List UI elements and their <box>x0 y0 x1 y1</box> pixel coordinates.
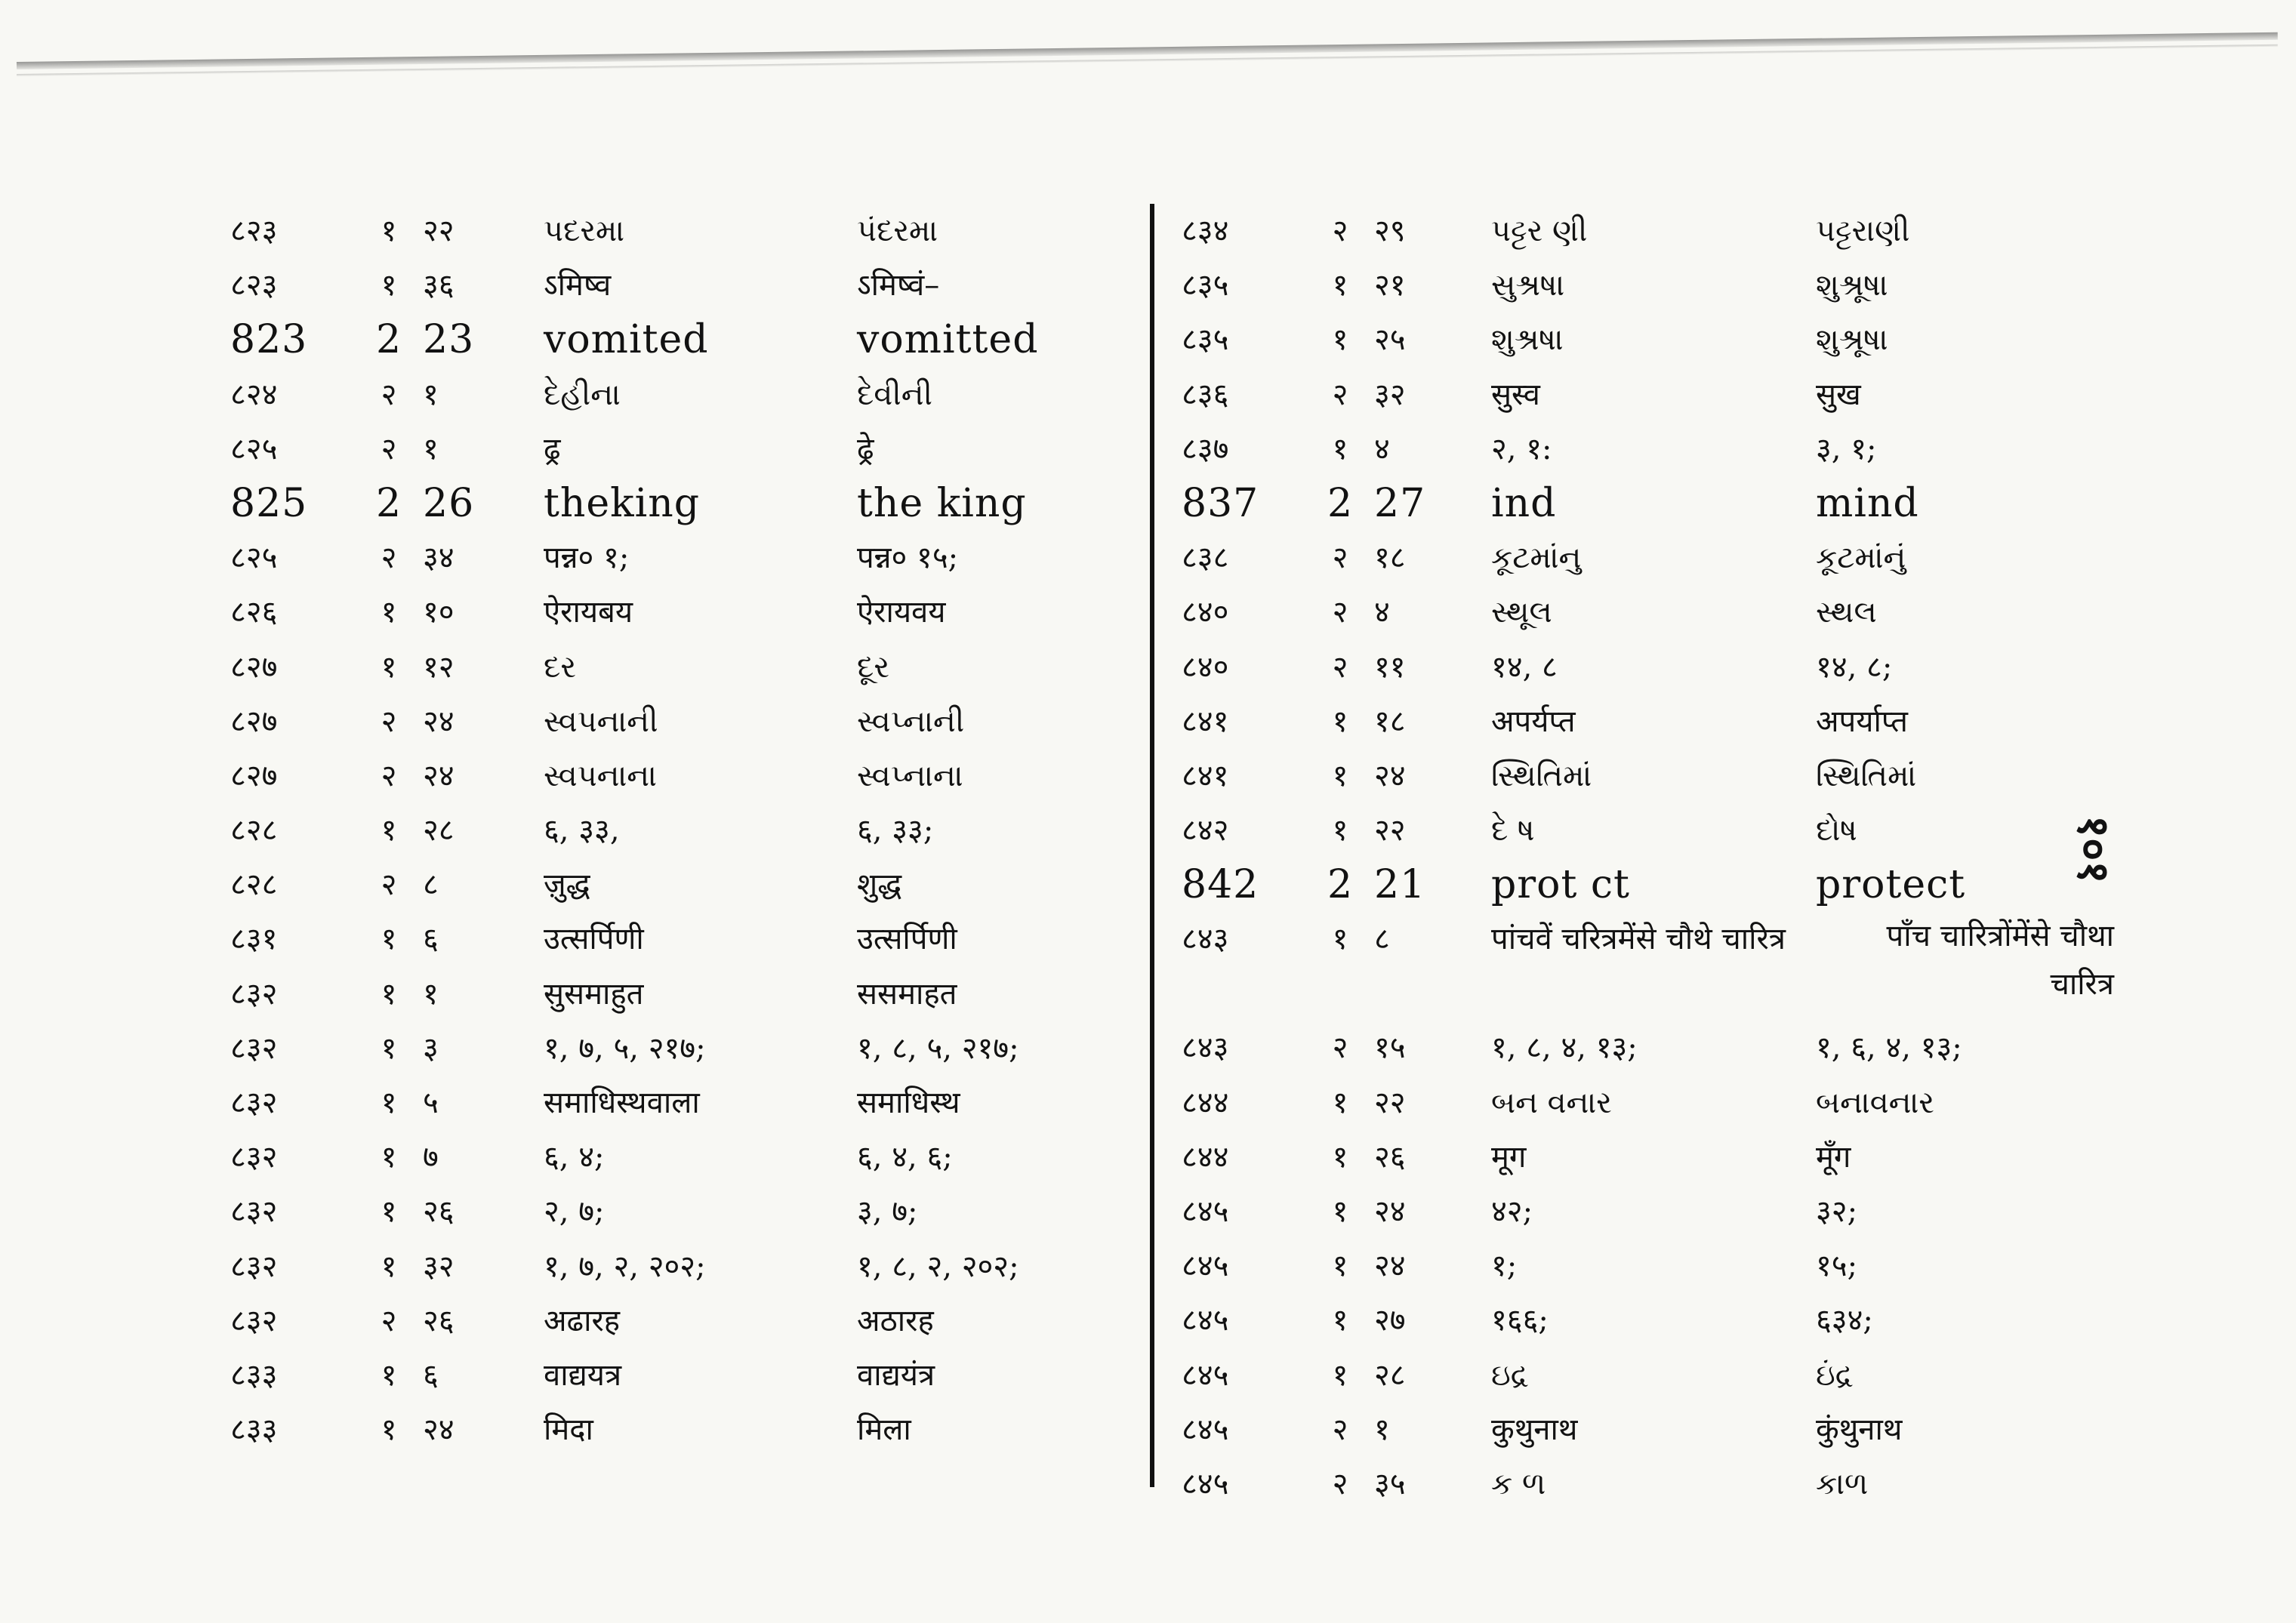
errata-row <box>230 694 1136 749</box>
errata-page-number: ८३२ <box>230 1086 278 1120</box>
errata-incorrect-text: ज़ुद्ध <box>544 867 590 903</box>
errata-column-number: १ <box>381 1194 397 1230</box>
errata-column-number: १ <box>381 1357 397 1393</box>
errata-column-number: २ <box>381 758 397 793</box>
errata-column-number: २ <box>381 431 397 467</box>
errata-incorrect-text: બન વનાર <box>1491 1085 1612 1120</box>
errata-page-number: ८२८ <box>230 813 278 848</box>
errata-row <box>1182 258 2114 313</box>
errata-line-number: ६ <box>423 1357 439 1393</box>
errata-page-number: ८४५ <box>1182 1303 1229 1338</box>
errata-incorrect-text: १, ७, ५, २१७; <box>544 1030 706 1066</box>
errata-line-number: ५ <box>423 1086 439 1120</box>
errata-row <box>1182 858 2114 912</box>
errata-line-number: ३ <box>423 1030 439 1066</box>
errata-line-number: २२ <box>1374 1085 1406 1120</box>
errata-line-number: १२ <box>423 649 455 685</box>
errata-correct-text: १५; <box>1816 1249 1858 1284</box>
errata-correct-text: ३, १; <box>1816 431 1877 467</box>
errata-page-number: ८३१ <box>230 922 278 957</box>
errata-row <box>230 1021 1136 1076</box>
errata-column-number: १ <box>1332 431 1348 467</box>
errata-page-number: ८४१ <box>1182 758 1229 793</box>
errata-line-number: ८ <box>1374 922 1390 957</box>
errata-line-number: २२ <box>1374 813 1406 848</box>
errata-page-number: ८४५ <box>1182 1194 1229 1229</box>
errata-page-number: ८३७ <box>1182 431 1229 467</box>
errata-incorrect-text: prot ct <box>1491 862 1630 908</box>
errata-column-number: १ <box>1332 1249 1348 1284</box>
errata-correct-text: સ્થલ <box>1816 595 1877 630</box>
errata-row <box>1182 1348 2114 1403</box>
errata-column-number: १ <box>1332 1303 1348 1338</box>
errata-page-number: ८२४ <box>230 377 278 412</box>
errata-correct-text: पाँच चारित्रोंमेंसे चौथा चारित्र <box>1886 919 2114 1002</box>
errata-column-number: १ <box>1332 704 1348 739</box>
errata-incorrect-text: ढ्र <box>544 431 561 467</box>
errata-page-number: ८२५ <box>230 431 278 467</box>
errata-correct-text: પંદરમા <box>857 214 938 248</box>
errata-line-number: २८ <box>1374 1357 1406 1393</box>
errata-row <box>230 422 1136 476</box>
errata-column-number: १ <box>381 649 397 685</box>
errata-page-number: ८३२ <box>230 1030 278 1066</box>
errata-incorrect-text: सुस्व <box>1491 377 1540 412</box>
errata-correct-text: vomitted <box>857 317 1039 363</box>
errata-row <box>1182 422 2114 476</box>
errata-incorrect-text: ऽमिष्व <box>544 268 612 303</box>
errata-correct-text: पन्न० १५; <box>857 540 959 576</box>
errata-correct-text: ઇંદ્ર <box>1816 1357 1854 1393</box>
errata-correct-text: १, ८, ५, २१७; <box>857 1030 1019 1066</box>
errata-line-number: २८ <box>423 813 455 848</box>
errata-correct-text: દેવીની <box>857 377 932 412</box>
errata-row <box>1182 476 2114 531</box>
errata-line-number: १ <box>1374 1412 1390 1447</box>
errata-incorrect-text: theking <box>544 480 701 526</box>
errata-correct-text: કાળ <box>1816 1466 1869 1501</box>
errata-line-number: १० <box>423 595 455 630</box>
errata-incorrect-text: સ્થિતિમાં <box>1491 758 1592 793</box>
errata-correct-text: ३, ७; <box>857 1194 918 1230</box>
errata-correct-text: દોષ <box>1816 813 1857 848</box>
errata-incorrect-text: २, ७; <box>544 1194 605 1230</box>
errata-correct-text: ३२; <box>1816 1194 1858 1229</box>
errata-page-number: ८४० <box>1182 649 1229 685</box>
errata-correct-text: कुंथुनाथ <box>1816 1412 1903 1447</box>
errata-line-number: २६ <box>423 1303 455 1338</box>
errata-incorrect-text: સ્વપનાની <box>544 704 658 739</box>
errata-page-number: ८४४ <box>1182 1085 1229 1120</box>
errata-incorrect-text: ऐरायबय <box>544 595 633 630</box>
errata-column-number: १ <box>381 813 397 848</box>
errata-column-number: १ <box>381 595 397 630</box>
errata-line-number: ३२ <box>1374 377 1406 412</box>
errata-incorrect-text: वाद्ययत्र <box>544 1357 622 1393</box>
errata-page-number: ८२७ <box>230 649 278 685</box>
errata-correct-text: શુશ્રૂષા <box>1816 268 1888 303</box>
errata-row <box>230 1076 1136 1130</box>
errata-column-number: १ <box>1332 758 1348 793</box>
errata-incorrect-text: ઇદ્ર <box>1491 1357 1529 1393</box>
errata-column-number: १ <box>1332 1139 1348 1175</box>
errata-row <box>230 368 1136 422</box>
errata-line-number: २६ <box>423 1194 455 1230</box>
errata-row <box>230 803 1136 858</box>
errata-page-number: ८३२ <box>230 1249 278 1284</box>
errata-line-number: १५ <box>1374 1030 1406 1066</box>
errata-line-number: २२ <box>423 214 455 248</box>
errata-line-number: ४ <box>1374 431 1390 467</box>
errata-page-number: 837 <box>1182 480 1259 526</box>
errata-page-number: ८३५ <box>1182 268 1229 303</box>
errata-line-number: 26 <box>423 480 475 526</box>
errata-line-number: २४ <box>1374 758 1406 793</box>
errata-line-number: ७ <box>423 1140 439 1175</box>
errata-row <box>230 313 1136 367</box>
errata-incorrect-text: २, १: <box>1491 431 1552 467</box>
errata-page-number: ८३२ <box>230 1140 278 1175</box>
errata-row <box>230 1294 1136 1348</box>
errata-column-number: 2 <box>375 317 402 363</box>
errata-page-number: 825 <box>230 480 308 526</box>
errata-page-number: ८२८ <box>230 867 278 903</box>
errata-row <box>1182 912 2114 1021</box>
errata-page-number: ८३२ <box>230 1194 278 1230</box>
errata-line-number: ४ <box>1374 595 1390 630</box>
errata-page-number: ८३२ <box>230 1303 278 1338</box>
errata-page-number: ८३८ <box>1182 540 1229 576</box>
errata-right-column <box>1182 204 2114 1511</box>
errata-page-number: ८३४ <box>1182 214 1229 248</box>
errata-page-number: ८३६ <box>1182 377 1229 412</box>
errata-correct-text: वाद्ययंत्र <box>857 1357 935 1393</box>
errata-row <box>230 912 1136 966</box>
errata-column-number: १ <box>381 214 397 248</box>
errata-correct-text: સ્વપ્નાની <box>857 704 965 739</box>
errata-incorrect-text: पांचवें चरित्रमेंसे चौथे चारित्र <box>1491 922 1786 957</box>
errata-row <box>230 476 1136 531</box>
errata-correct-text: સ્થિતિમાં <box>1816 758 1917 793</box>
errata-column-number: १ <box>381 1030 397 1066</box>
errata-row <box>230 640 1136 694</box>
errata-column-number: १ <box>1332 1085 1348 1120</box>
errata-incorrect-text: १, ७, २, २०२; <box>544 1249 706 1284</box>
errata-correct-text: દૂર <box>857 649 890 685</box>
errata-page-number: ८४५ <box>1182 1249 1229 1284</box>
page-number: १०१ <box>2068 815 2119 884</box>
errata-row <box>1182 1076 2114 1130</box>
errata-incorrect-text: પદરમા <box>544 214 625 248</box>
errata-page-number: ८२७ <box>230 758 278 793</box>
errata-line-number: १ <box>423 377 439 412</box>
errata-correct-text: mind <box>1816 480 1919 526</box>
errata-row <box>1182 1239 2114 1293</box>
errata-line-number: 21 <box>1374 862 1426 908</box>
errata-incorrect-text: १६६; <box>1491 1303 1549 1338</box>
errata-incorrect-text: उत्सर्पिणी <box>544 922 644 957</box>
errata-row <box>1182 749 2114 803</box>
errata-row <box>1182 313 2114 367</box>
errata-line-number: २९ <box>1374 214 1406 248</box>
errata-incorrect-text: १४, ८ <box>1491 649 1558 685</box>
errata-column-number: २ <box>381 540 397 576</box>
errata-line-number: १८ <box>1374 704 1406 739</box>
errata-incorrect-text: vomited <box>544 317 709 363</box>
errata-row <box>1182 1293 2114 1347</box>
errata-row <box>230 531 1136 585</box>
errata-incorrect-text: पन्न० १; <box>544 540 630 576</box>
errata-line-number: २१ <box>1374 268 1406 303</box>
errata-row <box>230 585 1136 639</box>
errata-page-number: ८४३ <box>1182 922 1229 957</box>
errata-incorrect-text: १, ८, ४, १३; <box>1491 1030 1638 1066</box>
errata-page-number: ८२५ <box>230 540 278 576</box>
errata-correct-text: ढ्रे <box>857 431 874 467</box>
errata-incorrect-text: ६, ३३, <box>544 813 620 848</box>
errata-correct-text: अठारह <box>857 1303 934 1338</box>
errata-column-number: १ <box>381 1412 397 1448</box>
errata-column-number: 2 <box>1327 862 1354 908</box>
errata-page-number: 823 <box>230 317 308 363</box>
errata-page-number: ८४१ <box>1182 704 1229 739</box>
errata-incorrect-text: સ્થૂલ <box>1491 595 1552 630</box>
errata-column-number: २ <box>1332 1412 1348 1447</box>
errata-column-number: २ <box>1332 595 1348 630</box>
errata-correct-text: मिला <box>857 1412 911 1448</box>
errata-line-number: ८ <box>423 867 439 903</box>
errata-row <box>1182 585 2114 639</box>
errata-page-number: ८३५ <box>1182 322 1229 358</box>
errata-correct-text: બનાવનાર <box>1816 1085 1934 1120</box>
errata-row <box>1182 1403 2114 1457</box>
errata-correct-text: પટ્ટરાણી <box>1816 214 1910 248</box>
errata-row <box>1182 1457 2114 1511</box>
errata-incorrect-text: દર <box>544 649 577 685</box>
errata-column-number: २ <box>1332 214 1348 248</box>
errata-column-number: १ <box>1332 322 1348 358</box>
errata-column-number: १ <box>381 976 397 1012</box>
errata-row <box>1182 803 2114 858</box>
errata-column-number: १ <box>381 1086 397 1120</box>
errata-page-number: ८२३ <box>230 268 278 303</box>
errata-column-number: २ <box>381 377 397 412</box>
errata-incorrect-text: દેહીના <box>544 377 621 412</box>
errata-column-number: 2 <box>1327 480 1354 526</box>
errata-column-number: १ <box>1332 1357 1348 1393</box>
errata-page-number: ८२६ <box>230 595 278 630</box>
errata-correct-text: मूँग <box>1816 1139 1851 1175</box>
errata-correct-text: १, ८, २, २०२; <box>857 1249 1019 1284</box>
errata-page-number: ८४५ <box>1182 1466 1229 1501</box>
errata-line-number: 27 <box>1374 480 1426 526</box>
errata-incorrect-text: मिदा <box>544 1412 593 1448</box>
errata-line-number: १ <box>423 431 439 467</box>
errata-incorrect-text: પટ્ટર ણી <box>1491 214 1588 248</box>
errata-page-number: ८२७ <box>230 704 278 739</box>
errata-line-number: २४ <box>423 1412 455 1448</box>
errata-page-number: ८२३ <box>230 214 278 248</box>
errata-line-number: ३४ <box>423 540 455 576</box>
errata-line-number: २५ <box>1374 322 1406 358</box>
errata-column-number: २ <box>1332 649 1348 685</box>
errata-correct-text: उत्सर्पिणी <box>857 922 957 957</box>
errata-correct-text: protect <box>1816 862 1966 908</box>
errata-line-number: २७ <box>1374 1303 1406 1338</box>
errata-correct-text: अपर्याप्त <box>1816 704 1908 739</box>
errata-column-number: १ <box>381 1140 397 1175</box>
errata-column-number: १ <box>1332 813 1348 848</box>
errata-row <box>230 258 1136 313</box>
errata-line-number: ३५ <box>1374 1466 1406 1501</box>
errata-incorrect-text: अपर्यप्त <box>1491 704 1576 739</box>
errata-page-number: ८३२ <box>230 976 278 1012</box>
errata-row <box>230 1130 1136 1184</box>
errata-page-number: 842 <box>1182 862 1259 908</box>
errata-page-number: ८४५ <box>1182 1412 1229 1447</box>
errata-correct-text: १४, ८; <box>1816 649 1893 685</box>
errata-correct-text: ऽमिष्वं– <box>857 268 940 303</box>
errata-correct-text: १, ६, ४, १३; <box>1816 1030 1962 1066</box>
errata-column-number: १ <box>381 922 397 957</box>
errata-correct-text: शुद्ध <box>857 867 902 903</box>
column-divider <box>1150 204 1154 1487</box>
errata-incorrect-text: सुसमाहुत <box>544 976 644 1012</box>
errata-correct-text: સ્વપ્નાના <box>857 758 963 793</box>
errata-correct-text: ससमाहत <box>857 976 957 1012</box>
errata-column-number: १ <box>381 1249 397 1284</box>
errata-incorrect-text: દે ષ <box>1491 813 1535 848</box>
errata-column-number: २ <box>1332 1030 1348 1066</box>
errata-row <box>1182 1184 2114 1239</box>
errata-incorrect-text: समाधिस्थवाला <box>544 1086 700 1120</box>
errata-line-number: १८ <box>1374 540 1406 576</box>
errata-row <box>1182 368 2114 422</box>
errata-column-number: १ <box>1332 268 1348 303</box>
errata-incorrect-text: मूग <box>1491 1139 1527 1175</box>
errata-incorrect-text: ક ળ <box>1491 1466 1546 1501</box>
errata-column-number: १ <box>1332 1194 1348 1229</box>
errata-incorrect-text: કૂટમાંનુ <box>1491 540 1582 576</box>
errata-page-number: ८३३ <box>230 1412 278 1448</box>
errata-row <box>230 1348 1136 1403</box>
errata-correct-text: सुख <box>1816 377 1861 412</box>
errata-correct-text: કૂટમાંનું <box>1816 540 1906 576</box>
errata-row <box>1182 204 2114 258</box>
errata-correct-text: the king <box>857 480 1027 526</box>
errata-column-number: २ <box>381 1303 397 1338</box>
errata-line-number: ३२ <box>423 1249 455 1284</box>
errata-line-number: २४ <box>423 704 455 739</box>
errata-correct-text: ऐरायवय <box>857 595 946 630</box>
errata-incorrect-text: સ્વપનાના <box>544 758 657 793</box>
errata-incorrect-text: ind <box>1491 480 1557 526</box>
errata-line-number: २६ <box>1374 1139 1406 1175</box>
errata-line-number: 23 <box>423 317 475 363</box>
errata-correct-text: ६३४; <box>1816 1303 1873 1338</box>
errata-incorrect-text: १; <box>1491 1249 1518 1284</box>
errata-row <box>230 749 1136 803</box>
errata-line-number: १ <box>423 976 439 1012</box>
errata-column-number: २ <box>1332 377 1348 412</box>
errata-page-number: ८४० <box>1182 595 1229 630</box>
errata-page-number: ८४५ <box>1182 1357 1229 1393</box>
errata-row <box>1182 531 2114 585</box>
errata-column-number: २ <box>381 704 397 739</box>
errata-incorrect-text: कुथुनाथ <box>1491 1412 1578 1447</box>
errata-incorrect-text: ६, ४; <box>544 1140 605 1175</box>
errata-row <box>1182 1021 2114 1075</box>
errata-left-column <box>230 204 1136 1457</box>
errata-column-number: १ <box>381 268 397 303</box>
errata-line-number: ३६ <box>423 268 455 303</box>
errata-incorrect-text: अढारह <box>544 1303 621 1338</box>
errata-row <box>1182 1130 2114 1184</box>
errata-column-number: 2 <box>375 480 402 526</box>
errata-correct-text: ६, ४, ६; <box>857 1140 953 1175</box>
errata-line-number: २४ <box>423 758 455 793</box>
errata-incorrect-text: સુશ્રષા <box>1491 268 1565 303</box>
errata-line-number: २४ <box>1374 1249 1406 1284</box>
errata-row <box>230 1403 1136 1457</box>
errata-column-number: २ <box>1332 1466 1348 1501</box>
errata-incorrect-text: શુશ્રષા <box>1491 322 1564 358</box>
errata-row <box>1182 640 2114 694</box>
errata-row <box>230 204 1136 258</box>
errata-column-number: २ <box>381 867 397 903</box>
errata-row <box>1182 694 2114 749</box>
errata-line-number: ११ <box>1374 649 1406 685</box>
errata-row <box>230 1240 1136 1294</box>
errata-page-number: ८३३ <box>230 1357 278 1393</box>
errata-row <box>230 858 1136 912</box>
errata-correct-text: શુશ્રૂષા <box>1816 322 1888 358</box>
errata-incorrect-text: ४२; <box>1491 1194 1533 1229</box>
errata-correct-text: समाधिस्थ <box>857 1086 960 1120</box>
errata-page-number: ८४३ <box>1182 1030 1229 1066</box>
errata-page-number: ८४४ <box>1182 1139 1229 1175</box>
errata-correct-text: ६, ३३; <box>857 813 934 848</box>
errata-row <box>230 967 1136 1021</box>
errata-row <box>230 1184 1136 1239</box>
errata-line-number: ६ <box>423 922 439 957</box>
errata-column-number: १ <box>1332 922 1348 957</box>
errata-page-number: ८४२ <box>1182 813 1229 848</box>
errata-column-number: २ <box>1332 540 1348 576</box>
errata-line-number: २४ <box>1374 1194 1406 1229</box>
